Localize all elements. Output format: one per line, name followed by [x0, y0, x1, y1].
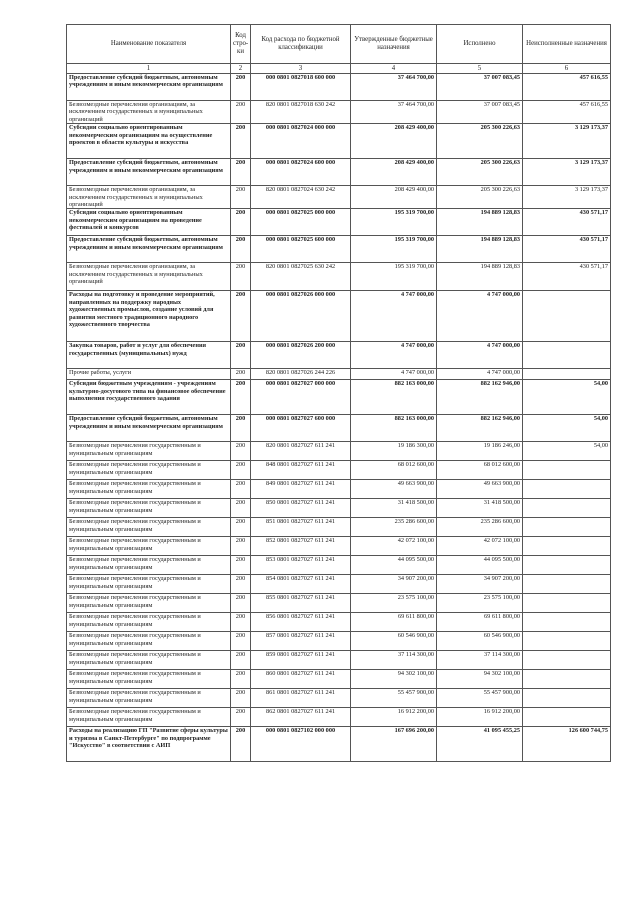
table-row	[67, 727, 611, 762]
unexecuted-amount-cell	[523, 291, 611, 342]
approved-amount-cell: 42 072 100,00	[351, 537, 437, 556]
approved-amount-cell: 23 575 100,00	[351, 594, 437, 613]
approved-amount-cell: 69 611 800,00	[351, 613, 437, 632]
header-line-code: Код стро-ки	[231, 25, 251, 64]
table-row	[67, 380, 611, 415]
indicator-name-cell: Субсидии бюджетным учреждениям - учреждениям культурно-досугового типа на финансовое обеспечение выполнения государственного задания	[67, 380, 231, 415]
line-code-cell: 200	[231, 689, 251, 708]
table-row	[67, 480, 611, 499]
executed-amount-cell: 194 889 128,83	[437, 263, 523, 291]
approved-amount-cell: 31 418 500,00	[351, 499, 437, 518]
line-code-cell: 200	[231, 342, 251, 369]
table-row	[67, 594, 611, 613]
table-row	[67, 159, 611, 186]
column-number: 2	[231, 64, 251, 74]
approved-amount-cell: 44 095 500,00	[351, 556, 437, 575]
line-code-cell: 200	[231, 263, 251, 291]
expense-code-cell: 820 0801 0827018 630 242	[251, 101, 351, 124]
expense-code-cell: 000 0801 0827026 200 000	[251, 342, 351, 369]
table-row	[67, 101, 611, 124]
indicator-name-cell: Безвозмездные перечисления государственным и муниципальным организациям	[67, 594, 231, 613]
expense-code-cell: 857 0801 0827027 611 241	[251, 632, 351, 651]
expense-code-cell: 853 0801 0827027 611 241	[251, 556, 351, 575]
expense-code-cell: 862 0801 0827027 611 241	[251, 708, 351, 727]
line-code-cell: 200	[231, 74, 251, 101]
approved-amount-cell: 208 429 400,00	[351, 159, 437, 186]
unexecuted-amount-cell	[523, 518, 611, 537]
unexecuted-amount-cell	[523, 708, 611, 727]
unexecuted-amount-cell: 3 129 173,37	[523, 159, 611, 186]
column-number: 3	[251, 64, 351, 74]
unexecuted-amount-cell: 54,00	[523, 442, 611, 461]
approved-amount-cell: 4 747 000,00	[351, 369, 437, 380]
approved-amount-cell: 68 012 600,00	[351, 461, 437, 480]
unexecuted-amount-cell: 3 129 173,37	[523, 124, 611, 159]
line-code-cell: 200	[231, 575, 251, 594]
unexecuted-amount-cell	[523, 537, 611, 556]
column-number: 4	[351, 64, 437, 74]
approved-amount-cell: 37 114 300,00	[351, 651, 437, 670]
executed-amount-cell: 44 095 500,00	[437, 556, 523, 575]
table-row	[67, 74, 611, 101]
budget-execution-table	[66, 24, 611, 762]
header-name: Наименование показателя	[67, 25, 231, 64]
approved-amount-cell: 208 429 400,00	[351, 124, 437, 159]
indicator-name-cell: Расходы на подготовку и проведение мероприятий, направленных на поддержку народных художественных промыслов, создание условий для развития местного традиционного народного художественного творчества	[67, 291, 231, 342]
indicator-name-cell: Субсидии социально ориентированным некоммерческим организациям на проведение фестивалей и конкурсов	[67, 209, 231, 236]
unexecuted-amount-cell: 3 129 173,37	[523, 186, 611, 209]
table-row	[67, 651, 611, 670]
indicator-name-cell: Безвозмездные перечисления государственным и муниципальным организациям	[67, 442, 231, 461]
executed-amount-cell: 205 300 226,63	[437, 159, 523, 186]
executed-amount-cell: 37 007 083,45	[437, 74, 523, 101]
table-row	[67, 369, 611, 380]
unexecuted-amount-cell: 54,00	[523, 380, 611, 415]
indicator-name-cell: Безвозмездные перечисления государственным и муниципальным организациям	[67, 632, 231, 651]
table-row	[67, 499, 611, 518]
indicator-name-cell: Безвозмездные перечисления государственным и муниципальным организациям	[67, 651, 231, 670]
line-code-cell: 200	[231, 727, 251, 762]
table-row	[67, 537, 611, 556]
expense-code-cell: 000 0801 0827027 000 000	[251, 380, 351, 415]
unexecuted-amount-cell: 430 571,17	[523, 263, 611, 291]
line-code-cell: 200	[231, 613, 251, 632]
line-code-cell: 200	[231, 380, 251, 415]
executed-amount-cell: 60 546 900,00	[437, 632, 523, 651]
expense-code-cell: 861 0801 0827027 611 241	[251, 689, 351, 708]
table-row	[67, 689, 611, 708]
table-header-row	[67, 25, 611, 64]
executed-amount-cell: 31 418 500,00	[437, 499, 523, 518]
unexecuted-amount-cell	[523, 670, 611, 689]
line-code-cell: 200	[231, 632, 251, 651]
executed-amount-cell: 68 012 600,00	[437, 461, 523, 480]
executed-amount-cell: 37 007 083,45	[437, 101, 523, 124]
expense-code-cell: 859 0801 0827027 611 241	[251, 651, 351, 670]
executed-amount-cell: 4 747 000,00	[437, 369, 523, 380]
executed-amount-cell: 94 302 100,00	[437, 670, 523, 689]
unexecuted-amount-cell	[523, 499, 611, 518]
indicator-name-cell: Субсидии социально ориентированным некоммерческим организациям на осуществление проектов в области культуры и искусства	[67, 124, 231, 159]
approved-amount-cell: 195 319 700,00	[351, 263, 437, 291]
table-row	[67, 263, 611, 291]
indicator-name-cell: Прочие работы, услуги	[67, 369, 231, 380]
line-code-cell: 200	[231, 369, 251, 380]
header-unexecuted: Неисполненные назначения	[523, 25, 611, 64]
indicator-name-cell: Безвозмездные перечисления государственным и муниципальным организациям	[67, 480, 231, 499]
line-code-cell: 200	[231, 236, 251, 263]
report-page	[66, 24, 610, 762]
line-code-cell: 200	[231, 461, 251, 480]
table-row	[67, 556, 611, 575]
table-body	[67, 74, 611, 762]
table-row	[67, 209, 611, 236]
indicator-name-cell: Безвозмездные перечисления государственным и муниципальным организациям	[67, 708, 231, 727]
expense-code-cell: 854 0801 0827027 611 241	[251, 575, 351, 594]
table-row	[67, 632, 611, 651]
header-approved: Утвержденные бюджетные назначения	[351, 25, 437, 64]
expense-code-cell: 820 0801 0827024 630 242	[251, 186, 351, 209]
indicator-name-cell: Безвозмездные перечисления организациям, за исключением государственных и муниципальных организаций	[67, 186, 231, 209]
indicator-name-cell: Предоставление субсидий бюджетным, автономным учреждениям и иным некоммерческим организациям	[67, 236, 231, 263]
approved-amount-cell: 60 546 900,00	[351, 632, 437, 651]
indicator-name-cell: Безвозмездные перечисления государственным и муниципальным организациям	[67, 689, 231, 708]
unexecuted-amount-cell	[523, 369, 611, 380]
expense-code-cell: 000 0801 0827027 600 000	[251, 415, 351, 442]
expense-code-cell: 000 0801 0827018 600 000	[251, 74, 351, 101]
expense-code-cell: 000 0801 0827025 000 000	[251, 209, 351, 236]
table-row	[67, 575, 611, 594]
column-number: 1	[67, 64, 231, 74]
line-code-cell: 200	[231, 594, 251, 613]
executed-amount-cell: 194 889 128,83	[437, 209, 523, 236]
executed-amount-cell: 23 575 100,00	[437, 594, 523, 613]
unexecuted-amount-cell	[523, 651, 611, 670]
indicator-name-cell: Безвозмездные перечисления государственным и муниципальным организациям	[67, 461, 231, 480]
column-number-row	[67, 64, 611, 74]
executed-amount-cell: 4 747 000,00	[437, 342, 523, 369]
line-code-cell: 200	[231, 101, 251, 124]
unexecuted-amount-cell	[523, 594, 611, 613]
table-row	[67, 236, 611, 263]
line-code-cell: 200	[231, 537, 251, 556]
expense-code-cell: 000 0801 0827024 600 000	[251, 159, 351, 186]
column-number: 6	[523, 64, 611, 74]
expense-code-cell: 855 0801 0827027 611 241	[251, 594, 351, 613]
expense-code-cell: 851 0801 0827027 611 241	[251, 518, 351, 537]
approved-amount-cell: 34 907 200,00	[351, 575, 437, 594]
executed-amount-cell: 205 300 226,63	[437, 186, 523, 209]
indicator-name-cell: Безвозмездные перечисления государственным и муниципальным организациям	[67, 518, 231, 537]
executed-amount-cell: 55 457 900,00	[437, 689, 523, 708]
expense-code-cell: 848 0801 0827027 611 241	[251, 461, 351, 480]
approved-amount-cell: 55 457 900,00	[351, 689, 437, 708]
unexecuted-amount-cell: 430 571,17	[523, 236, 611, 263]
unexecuted-amount-cell	[523, 461, 611, 480]
indicator-name-cell: Предоставление субсидий бюджетным, автономным учреждениям и иным некоммерческим организациям	[67, 74, 231, 101]
unexecuted-amount-cell	[523, 342, 611, 369]
expense-code-cell: 000 0801 0827026 000 000	[251, 291, 351, 342]
indicator-name-cell: Безвозмездные перечисления государственным и муниципальным организациям	[67, 537, 231, 556]
expense-code-cell: 000 0801 0827024 000 000	[251, 124, 351, 159]
approved-amount-cell: 882 163 000,00	[351, 380, 437, 415]
indicator-name-cell: Предоставление субсидий бюджетным, автономным учреждениям и иным некоммерческим организациям	[67, 415, 231, 442]
table-row	[67, 291, 611, 342]
line-code-cell: 200	[231, 556, 251, 575]
expense-code-cell: 000 0801 0827025 600 000	[251, 236, 351, 263]
approved-amount-cell: 195 319 700,00	[351, 209, 437, 236]
line-code-cell: 200	[231, 708, 251, 727]
approved-amount-cell: 49 663 900,00	[351, 480, 437, 499]
executed-amount-cell: 16 912 200,00	[437, 708, 523, 727]
approved-amount-cell: 37 464 700,00	[351, 74, 437, 101]
executed-amount-cell: 194 889 128,83	[437, 236, 523, 263]
unexecuted-amount-cell	[523, 613, 611, 632]
line-code-cell: 200	[231, 651, 251, 670]
expense-code-cell: 820 0801 0827026 244 226	[251, 369, 351, 380]
approved-amount-cell: 94 302 100,00	[351, 670, 437, 689]
table-row	[67, 342, 611, 369]
executed-amount-cell: 69 611 800,00	[437, 613, 523, 632]
unexecuted-amount-cell: 430 571,17	[523, 209, 611, 236]
indicator-name-cell: Безвозмездные перечисления государственным и муниципальным организациям	[67, 613, 231, 632]
table-row	[67, 415, 611, 442]
table-row	[67, 186, 611, 209]
approved-amount-cell: 4 747 000,00	[351, 291, 437, 342]
approved-amount-cell: 882 163 000,00	[351, 415, 437, 442]
approved-amount-cell: 4 747 000,00	[351, 342, 437, 369]
executed-amount-cell: 205 300 226,63	[437, 124, 523, 159]
approved-amount-cell: 208 429 400,00	[351, 186, 437, 209]
executed-amount-cell: 42 072 100,00	[437, 537, 523, 556]
expense-code-cell: 850 0801 0827027 611 241	[251, 499, 351, 518]
line-code-cell: 200	[231, 124, 251, 159]
unexecuted-amount-cell	[523, 689, 611, 708]
table-row	[67, 518, 611, 537]
executed-amount-cell: 882 162 946,00	[437, 415, 523, 442]
indicator-name-cell: Расходы на реализацию ГП "Развитие сферы культуры и туризма в Санкт-Петербурге" по подпрограмме "Искусство" в соответствии с АИП	[67, 727, 231, 762]
line-code-cell: 200	[231, 186, 251, 209]
indicator-name-cell: Закупка товаров, работ и услуг для обеспечения государственных (муниципальных) нужд	[67, 342, 231, 369]
table-row	[67, 124, 611, 159]
unexecuted-amount-cell	[523, 556, 611, 575]
indicator-name-cell: Безвозмездные перечисления государственным и муниципальным организациям	[67, 556, 231, 575]
executed-amount-cell: 235 286 600,00	[437, 518, 523, 537]
approved-amount-cell: 195 319 700,00	[351, 236, 437, 263]
executed-amount-cell: 4 747 000,00	[437, 291, 523, 342]
expense-code-cell: 820 0801 0827027 611 241	[251, 442, 351, 461]
expense-code-cell: 849 0801 0827027 611 241	[251, 480, 351, 499]
unexecuted-amount-cell	[523, 632, 611, 651]
expense-code-cell: 820 0801 0827025 630 242	[251, 263, 351, 291]
unexecuted-amount-cell: 126 600 744,75	[523, 727, 611, 762]
table-row	[67, 708, 611, 727]
expense-code-cell: 852 0801 0827027 611 241	[251, 537, 351, 556]
line-code-cell: 200	[231, 499, 251, 518]
approved-amount-cell: 16 912 200,00	[351, 708, 437, 727]
line-code-cell: 200	[231, 415, 251, 442]
approved-amount-cell: 167 696 200,00	[351, 727, 437, 762]
unexecuted-amount-cell: 457 616,55	[523, 101, 611, 124]
executed-amount-cell: 37 114 300,00	[437, 651, 523, 670]
line-code-cell: 200	[231, 670, 251, 689]
executed-amount-cell: 882 162 946,00	[437, 380, 523, 415]
line-code-cell: 200	[231, 480, 251, 499]
column-number: 5	[437, 64, 523, 74]
unexecuted-amount-cell: 54,00	[523, 415, 611, 442]
table-row	[67, 461, 611, 480]
line-code-cell: 200	[231, 291, 251, 342]
executed-amount-cell: 49 663 900,00	[437, 480, 523, 499]
table-row	[67, 442, 611, 461]
line-code-cell: 200	[231, 209, 251, 236]
table-row	[67, 670, 611, 689]
expense-code-cell: 856 0801 0827027 611 241	[251, 613, 351, 632]
indicator-name-cell: Безвозмездные перечисления государственным и муниципальным организациям	[67, 499, 231, 518]
header-expense-code: Код расхода по бюджетной классификации	[251, 25, 351, 64]
indicator-name-cell: Предоставление субсидий бюджетным, автономным учреждениям и иным некоммерческим организациям	[67, 159, 231, 186]
indicator-name-cell: Безвозмездные перечисления организациям, за исключением государственных и муниципальных организаций	[67, 263, 231, 291]
executed-amount-cell: 41 095 455,25	[437, 727, 523, 762]
indicator-name-cell: Безвозмездные перечисления государственным и муниципальным организациям	[67, 670, 231, 689]
unexecuted-amount-cell	[523, 575, 611, 594]
unexecuted-amount-cell: 457 616,55	[523, 74, 611, 101]
table-row	[67, 613, 611, 632]
approved-amount-cell: 19 186 300,00	[351, 442, 437, 461]
indicator-name-cell: Безвозмездные перечисления организациям, за исключением государственных и муниципальных организаций	[67, 101, 231, 124]
line-code-cell: 200	[231, 442, 251, 461]
expense-code-cell: 860 0801 0827027 611 241	[251, 670, 351, 689]
executed-amount-cell: 34 907 200,00	[437, 575, 523, 594]
line-code-cell: 200	[231, 159, 251, 186]
expense-code-cell: 000 0801 0827102 000 000	[251, 727, 351, 762]
unexecuted-amount-cell	[523, 480, 611, 499]
approved-amount-cell: 37 464 700,00	[351, 101, 437, 124]
line-code-cell: 200	[231, 518, 251, 537]
indicator-name-cell: Безвозмездные перечисления государственным и муниципальным организациям	[67, 575, 231, 594]
executed-amount-cell: 19 186 246,00	[437, 442, 523, 461]
header-executed: Исполнено	[437, 25, 523, 64]
approved-amount-cell: 235 286 600,00	[351, 518, 437, 537]
